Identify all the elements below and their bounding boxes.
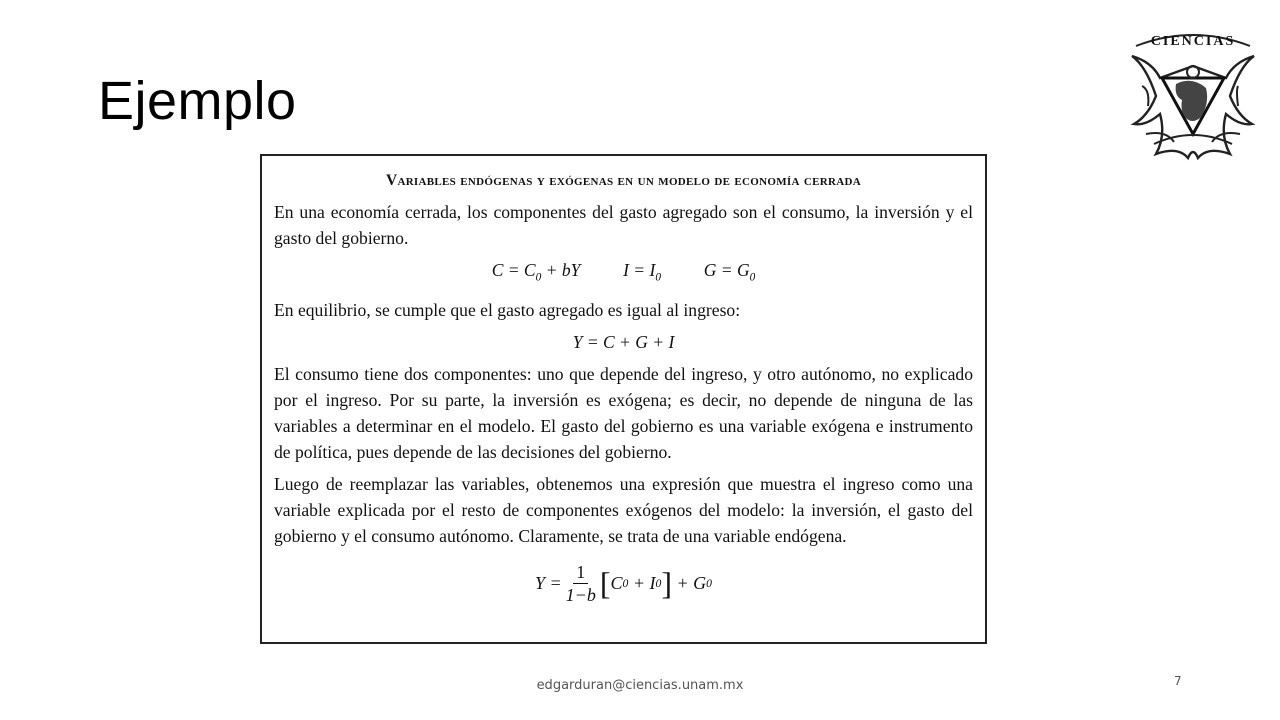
paragraph-2: En equilibrio, se cumple que el gasto agregado es igual al ingreso: [274, 299, 741, 320]
paragraph-1: En una economía cerrada, los componentes del gasto agregado son el consumo, la inversión y el gasto del gobierno. [274, 202, 973, 248]
equation-income: Y = $\frac{1}{1-b}$ [ C 0 + I 0 ] + G 0 [535, 561, 712, 605]
unam-ciencias-logo [1126, 26, 1260, 164]
content-box [260, 154, 987, 644]
eq-investment: $I = I_0$ [623, 260, 661, 284]
footer-email: edgarduran@ciencias.unam.mx [536, 678, 744, 693]
page-number: 7 [1174, 674, 1182, 688]
box-title: Variables endógenas y exógenas en un modelo de economía cerrada [385, 172, 862, 189]
eq-consumption: $C = C_0$ + bY [491, 260, 581, 284]
equation-components [274, 257, 973, 291]
slide-title: Ejemplo [98, 71, 297, 131]
paragraph-4: Luego de reemplazar las variables, obtenemos una expresión que muestra el ingreso como una variable explicada por el resto de componentes exógenos del modelo: la inversión, el gasto del gobierno y el consumo autónomo. Claramente, se trata de una variable endógena. [274, 473, 973, 546]
logo-text: CIENCIAS [1150, 34, 1236, 49]
fraction: $\frac{1}{1-b}$ [565, 561, 596, 605]
equation-equilibrium: Y = C + G + I [572, 331, 675, 352]
paragraph-3: El consumo tiene dos componentes: uno que depende del ingreso, y otro autónomo, no explicado por el ingreso. Por su parte, la inversión es exógena; es decir, no depende de ninguna de las variables a determinar en el modelo. El gasto del gobierno es una variable exógena e instrumento de política, pues depende de las decisiones del gobierno. [274, 363, 973, 462]
eq-government: $G = G_0$ [703, 260, 756, 284]
